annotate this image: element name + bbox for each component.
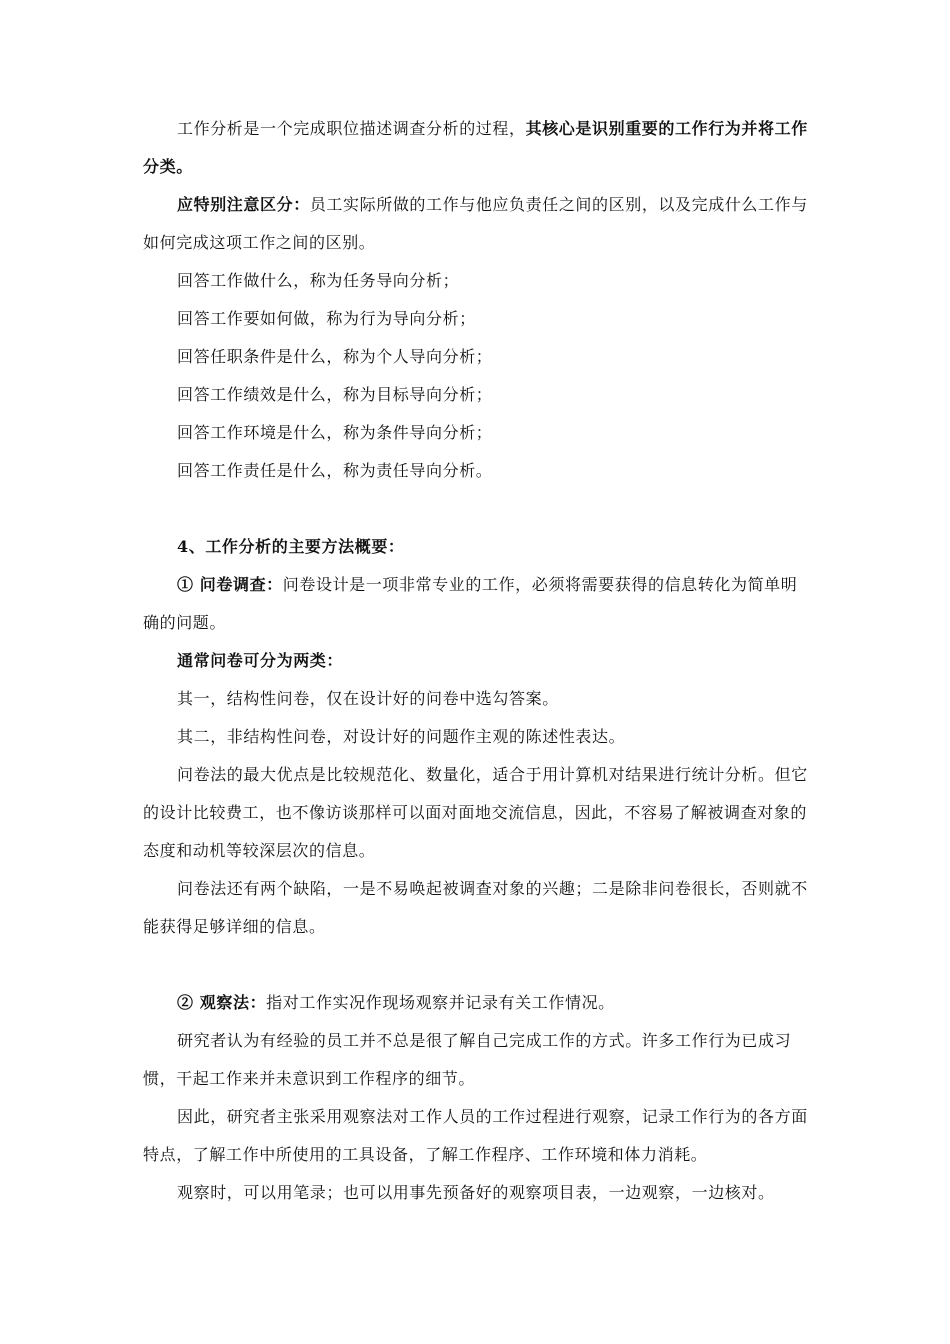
paragraph-obs2: 因此，研究者主张采用观察法对工作人员的工作过程进行观察，记录工作行为的各方面特点，了解工作中所使用的工具设备，了解工作程序、工作环境和体力消耗。 [143,1107,808,1164]
answer-item: 回答任职条件是什么，称为个人导向分析； [177,347,493,366]
paragraph-defects: 问卷法还有两个缺陷，一是不易唤起被调查对象的兴趣；二是除非问卷很长，否则就不能获得足够详细的信息。 [143,879,808,936]
questionnaire-label: ① 问卷调查： [177,575,283,594]
document-body [143,110,808,1212]
paragraph-intro [143,110,808,186]
distinction-text: 员工实际所做的工作与他应负责任之间的区别，以及完成什么工作与如何完成这项工作之间的区别。 [143,195,808,252]
answer-item: 回答工作要如何做，称为行为导向分析； [177,309,476,328]
types-heading-text: 通常问卷可分为两类： [177,651,344,670]
paragraph-questionnaire [143,566,808,642]
answer-item: 回答工作做什么，称为任务导向分析； [177,271,460,290]
paragraph-obs1: 研究者认为有经验的员工并不总是很了解自己完成工作的方式。许多工作行为已成习惯，干起工作来并未意识到工作程序的细节。 [143,1031,792,1088]
paragraph-obs3: 观察时，可以用笔录；也可以用事先预备好的观察项目表，一边观察，一边核对。 [177,1183,775,1202]
subheading-types [143,642,808,680]
distinction-label: 应特别注意区分： [177,195,310,214]
paragraph-observation [143,984,808,1022]
observation-text: 指对工作实况作现场观察并记录有关工作情况。 [266,993,615,1012]
spacer [143,490,808,528]
questionnaire-text: 问卷设计是一项非常专业的工作，必须将需要获得的信息转化为简单明确的问题。 [143,575,798,632]
answer-item: 回答工作责任是什么，称为责任导向分析。 [177,461,493,480]
section-heading-text: 4、工作分析的主要方法概要： [177,537,405,556]
observation-label: ② 观察法： [177,993,267,1012]
paragraph-advantage: 问卷法的最大优点是比较规范化、数量化，适合于用计算机对结果进行统计分析。但它的设计比较费工，也不像访谈那样可以面对面地交流信息，因此，不容易了解被调查对象的态度和动机等较深层次的信息。 [143,765,808,860]
intro-text: 工作分析是一个完成职位描述调查分析的过程， [177,119,526,138]
paragraph-type2: 其二，非结构性问卷，对设计好的问题作主观的陈述性表达。 [177,727,626,746]
paragraph-type1: 其一，结构性问卷，仅在设计好的问卷中选勾答案。 [177,689,559,708]
answer-item: 回答工作环境是什么，称为条件导向分析； [177,423,493,442]
spacer [143,946,808,984]
paragraph-distinction [143,186,808,262]
section-heading [143,528,808,566]
answer-item: 回答工作绩效是什么，称为目标导向分析； [177,385,493,404]
intro-bold-text: 其核心是识别重要的工作行为并将工作分类。 [143,119,808,176]
